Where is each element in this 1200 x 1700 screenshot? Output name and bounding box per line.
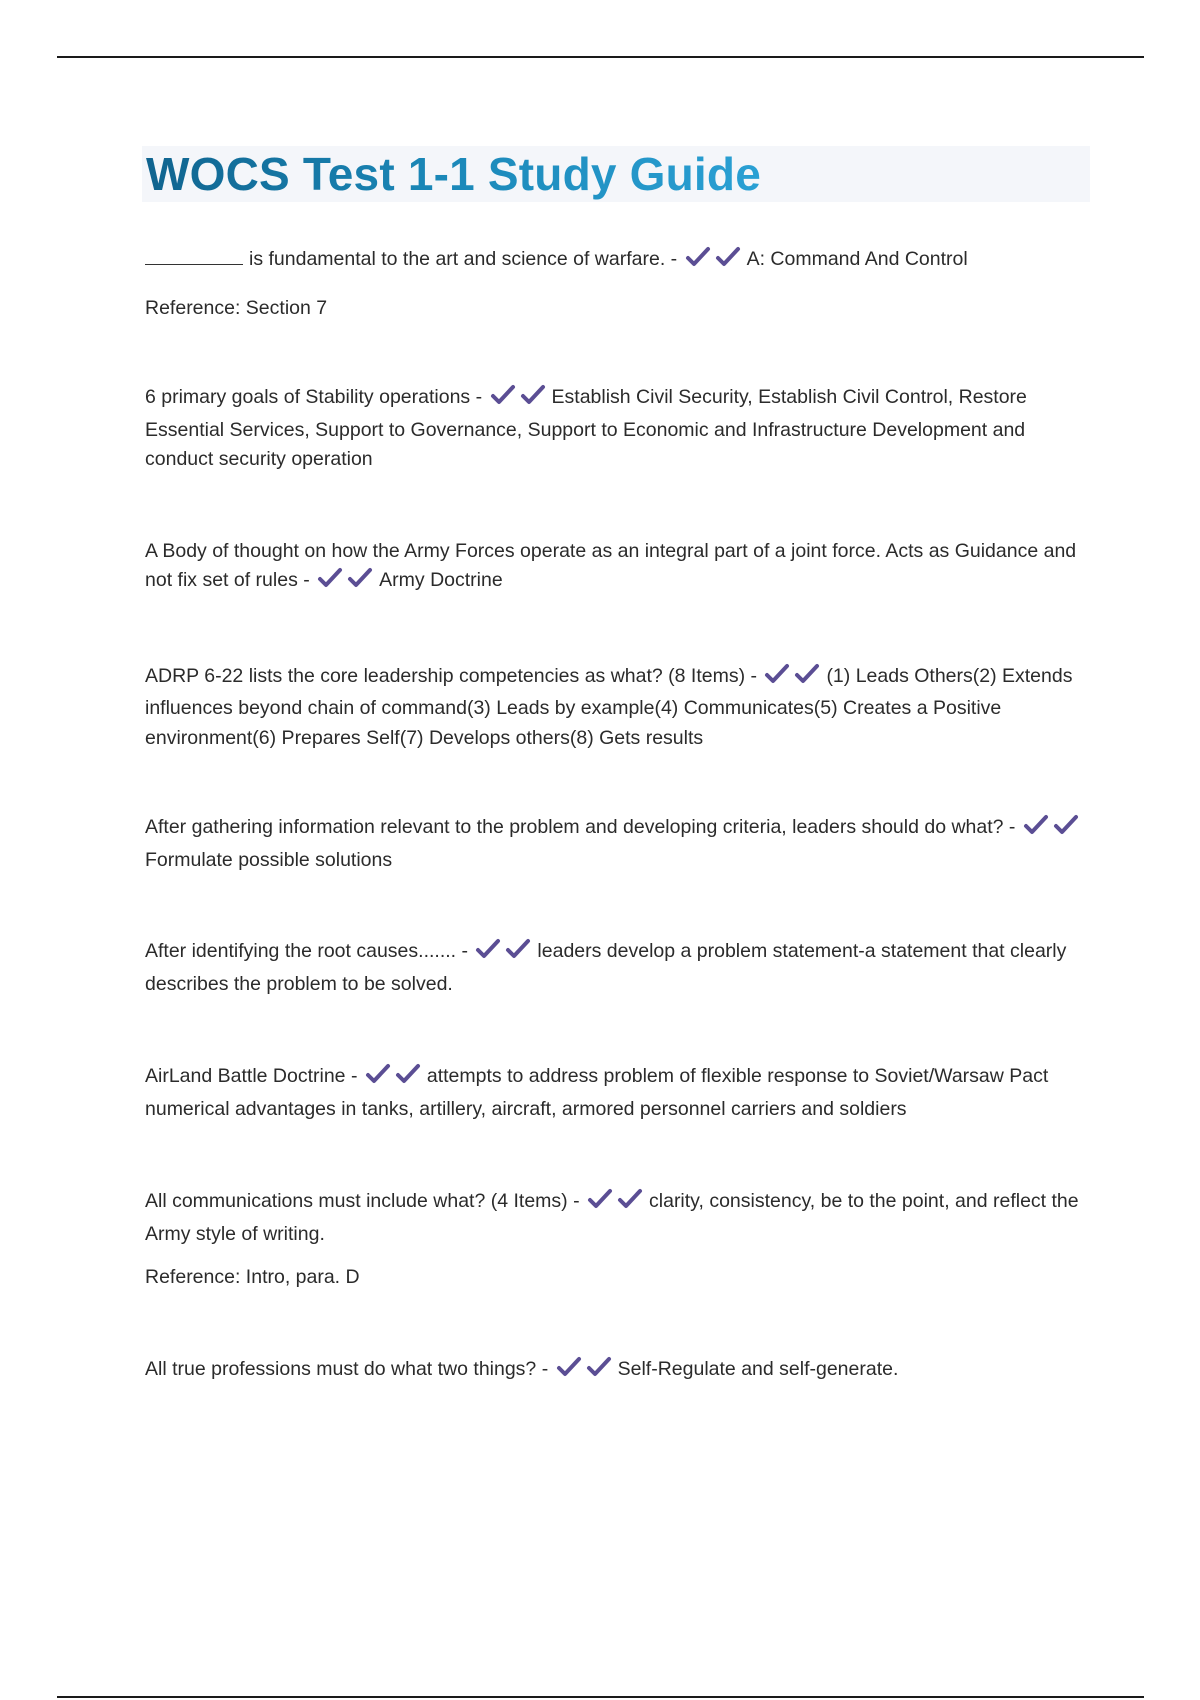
separator: - [456,940,474,962]
question-text: ADRP 6-22 lists the core leadership competencies as what? (8 Items) [145,664,746,687]
separator: - [567,1190,586,1212]
reference-text: Reference: Intro, para. D [145,1266,360,1288]
answer-text: Formulate possible solutions [145,848,393,871]
question-text: All true professions must do what two things? [145,1357,537,1380]
answer-text: clarity, consistency, be to the point, and reflect the Army style of writing. [145,1190,1079,1245]
qa-item [145,1062,1095,1124]
qa-item [145,537,1095,599]
qa-item [145,662,1095,754]
double-check-icon [587,1188,645,1220]
qa-item [145,813,1095,875]
double-check-icon [685,246,743,278]
qa-item [145,245,1095,278]
separator: - [1003,816,1021,838]
fill-in-blank [145,246,243,265]
answer-text: Self-Regulate and self-generate. [617,1357,899,1380]
double-check-icon [490,384,548,416]
document-body [145,245,1095,1387]
double-check-icon [556,1356,614,1388]
qa-item [145,937,1095,999]
question-text: All communications must include what? (4 Items) [145,1190,568,1212]
double-check-icon [317,567,375,599]
separator: - [665,248,683,270]
answer-text: attempts to address problem of flexible response to Soviet/Warsaw Pact numerical advantages in tanks, artillery, aircraft, armored personnel carriers and soldiers [145,1065,1049,1120]
question-text: A Body of thought on how the Army Forces operate as an integral part of a joint force. Acts as Guidance and not fix set of rules [145,539,1077,591]
question-text: is fundamental to the art and science of warfare. [249,248,666,270]
double-check-icon [1023,814,1081,846]
qa-item [145,1355,1095,1388]
separator: - [536,1357,554,1380]
double-check-icon [475,938,533,970]
top-rule [57,56,1144,58]
reference-text: Reference: Section 7 [145,296,328,319]
separator: - [470,386,488,408]
document-title: WOCS Test 1-1 Study Guide [146,148,761,200]
question-text: 6 primary goals of Stability operations [145,386,471,408]
question-text: AirLand Battle Doctrine [145,1065,346,1087]
answer-text: Establish Civil Security, Establish Civil Control, Restore Essential Services, Support to Governance, Support to Economic and Infrastructure Development and conduct security operation [145,386,1027,470]
separator: - [745,664,763,687]
qa-item [145,1187,1095,1249]
answer-text: leaders develop a problem statement-a statement that clearly describes the problem to be solved. [145,940,1067,995]
answer-text: Army Doctrine [379,569,503,591]
double-check-icon [764,663,822,695]
separator: - [297,569,316,591]
answer-text: (1) Leads Others(2) Extends influences beyond chain of command(3) Leads by example(4) Communicates(5) Creates a Positive environment(6) Prepares Self(7) Develops others(8) Gets results [145,664,1073,749]
separator: - [345,1065,363,1087]
qa-item [145,383,1095,475]
question-text: After gathering information relevant to the problem and developing criteria, leaders should do what? [145,816,1004,838]
bottom-rule [57,1696,1144,1698]
double-check-icon [365,1063,423,1095]
question-text: After identifying the root causes....... [145,940,457,962]
answer-text: A: Command And Control [746,248,968,270]
